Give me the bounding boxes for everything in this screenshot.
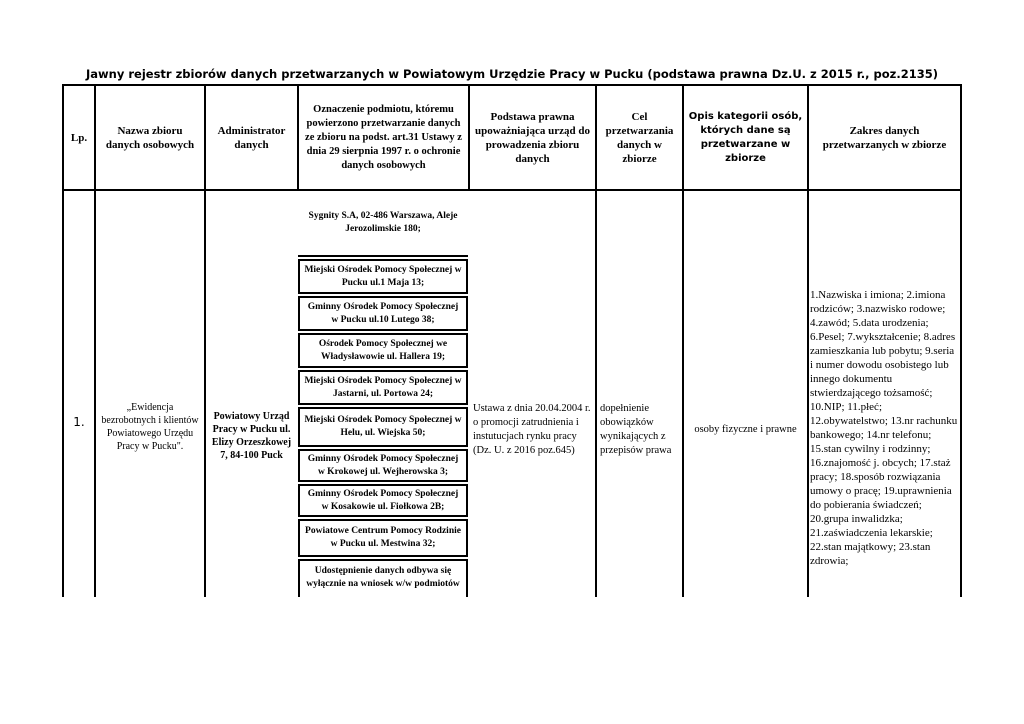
zakres-line: bankowego; 14.nr telefonu; bbox=[810, 429, 932, 441]
row-administrator: Powiatowy Urząd Pracy w Pucku ul. Elizy Orzeszkowej 7, 84-100 Puck bbox=[211, 411, 292, 461]
entity-item: Miejski Ośrodek Pomocy Społecznej w Pucku ul.1 Maja 13; bbox=[298, 259, 468, 294]
entity-item: Udostępnienie danych odbywa się wyłącznie na wniosek w/w podmiotów bbox=[298, 559, 468, 597]
entity-item: Sygnity S.A, 02-486 Warszawa, Aleje Jerozolimskie 180; bbox=[298, 190, 468, 257]
zakres-line: 21.zaświadczenia lekarskie; bbox=[810, 527, 933, 539]
zakres-line: 10.NIP; 11.płeć; bbox=[810, 401, 882, 413]
entity-item: Gminny Ośrodek Pomocy Społecznej w Pucku ul.10 Lutego 38; bbox=[298, 296, 468, 331]
zakres-line: 20.grupa inwalidzka; bbox=[810, 513, 903, 525]
header-lp: Lp. bbox=[70, 132, 88, 144]
zakres-line: do pobierania świadczeń; bbox=[810, 499, 922, 511]
entity-item: Powiatowe Centrum Pomocy Rodzinie w Pucku ul. Mestwina 32; bbox=[298, 519, 468, 557]
entity-item: Gminny Ośrodek Pomocy Społecznej w Kosakowie ul. Fiołkowa 2B; bbox=[298, 484, 468, 517]
entity-item: Ośrodek Pomocy Społecznej we Władysławowie ul. Hallera 19; bbox=[298, 333, 468, 368]
page-title: Jawny rejestr zbiorów danych przetwarzanych w Powiatowym Urzędzie Pracy w Pucku (podstawa prawna Dz.U. z 2015 r., poz.2135) bbox=[86, 67, 938, 81]
zakres-line: 22.stan majątkowy; 23.stan bbox=[810, 541, 931, 553]
entity-item: Miejski Ośrodek Pomocy Społecznej w Jastarni, ul. Portowa 24; bbox=[298, 370, 468, 405]
col-border bbox=[960, 84, 962, 597]
zakres-line: 12.obywatelstwo; 13.nr rachunku bbox=[810, 415, 958, 427]
row-lp: 1. bbox=[73, 414, 85, 429]
zakres-line: innego dokumentu bbox=[810, 373, 893, 385]
row-opis: osoby fizyczne i prawne bbox=[694, 423, 797, 435]
header-nazwa: Nazwa zbioru danych osobowych bbox=[105, 125, 195, 151]
header-cel: Cel przetwarzania danych w zbiorze bbox=[605, 111, 674, 165]
zakres-line: zamieszkania lub pobytu; 9.seria bbox=[810, 345, 955, 357]
row-podstawa: Ustawa z dnia 20.04.2004 r. o promocji zatrudnienia i instutucjach rynku pracy (Dz. U. z 2016 poz.645) bbox=[473, 403, 591, 456]
zakres-line: i numer dowodu osobistego lub bbox=[810, 359, 949, 371]
entity-item: Miejski Ośrodek Pomocy Społecznej w Helu, ul. Wiejska 50; bbox=[298, 407, 468, 447]
row-zakres bbox=[810, 288, 960, 568]
zakres-line: stwierdzającego tożsamość; bbox=[810, 387, 933, 399]
header-administrator: Administrator danych bbox=[217, 125, 286, 151]
row-nazwa: „Ewidencja bezrobotnych i klientów Powiatowego Urzędu Pracy w Pucku". bbox=[101, 402, 199, 452]
registry-table bbox=[62, 84, 962, 597]
zakres-line: rodziców; 3.nazwisko rodowe; bbox=[810, 303, 946, 315]
zakres-line: 4.zawód; 5.data urodzenia; bbox=[810, 317, 929, 329]
zakres-line: pracy; 18.sposób rozwiązania bbox=[810, 471, 941, 483]
row-cel: dopełnienie obowiązków wynikających z przepisów prawa bbox=[600, 403, 672, 456]
entity-item: Gminny Ośrodek Pomocy Społecznej w Krokowej ul. Wejherowska 3; bbox=[298, 449, 468, 482]
header-podstawa: Podstawa prawna upoważniająca urząd do prowadzenia zbioru danych bbox=[475, 111, 590, 165]
zakres-line: umowy o pracę; 19.uprawnienia bbox=[810, 485, 952, 497]
zakres-line: 6.Pesel; 7.wykształcenie; 8.adres bbox=[810, 331, 956, 343]
zakres-line: 1.Nazwiska i imiona; 2.imiona bbox=[810, 289, 946, 301]
zakres-line: 15.stan cywilny i rodzinny; bbox=[810, 443, 931, 455]
zakres-line: 16.znajomość j. obcych; 17.staż bbox=[810, 457, 951, 469]
header-oznaczenie: Oznaczenie podmiotu, któremu powierzono przetwarzanie danych ze zbioru na podst. art.31 Ustawy z dnia 29 sierpnia 1997 r. o ochronie danych osobowych bbox=[305, 104, 462, 171]
header-opis: Opis kategorii osób, których dane są przetwarzane w zbiorze bbox=[688, 111, 803, 164]
header-zakres: Zakres danych przetwarzanych w zbiorze bbox=[822, 125, 947, 151]
zakres-line: zdrowia; bbox=[810, 555, 849, 567]
